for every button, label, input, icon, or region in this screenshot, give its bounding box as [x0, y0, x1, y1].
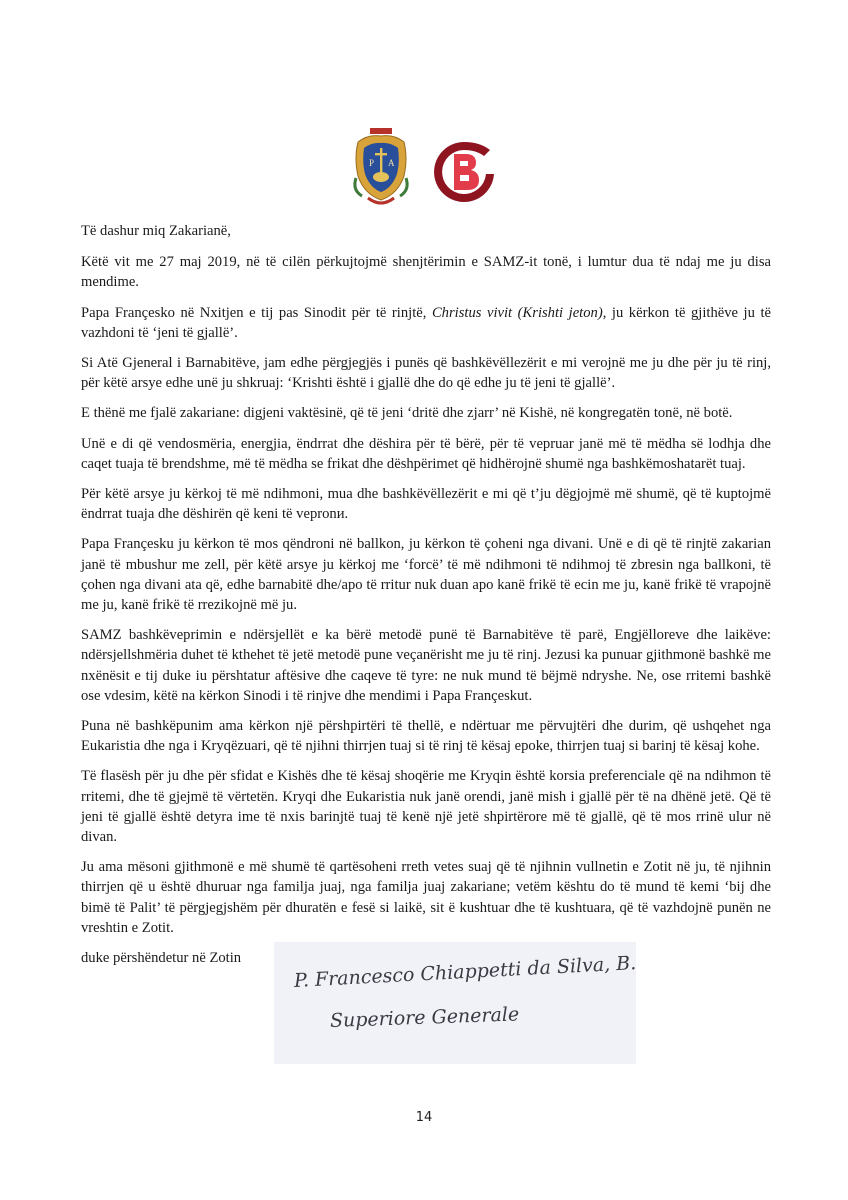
paragraph-christus-vivit	[81, 303, 771, 343]
barnabite-crest-icon	[350, 128, 412, 208]
paragraph: Si Atë Gjeneral i Barnabitëve, jam edhe përgjegjës i punës që bashkëvëllezërit e mi verojnë me ju dhe për ju të rinj, për këtë arsye edhe unë ju shkruaj: ‘Krishti është i gjallë dhe do që edhe ju të jeni të gjallë’.	[81, 355, 771, 392]
paragraph: Për këtë arsye ju kërkoj të më ndihmoni, mua dhe bashkëvëllezërit e mi që t’ju dëgjojmë më shumë, që të kuptojmë ëndrrat tuaja dhe dëshirën që keni të vepronи.	[81, 486, 771, 523]
document-title-italic: Christus vivit (Krishti jeton)	[431, 304, 603, 321]
paragraph: SAMZ bashkëveprimin e ndërsjellët e ka bërë metodë punë të Barnabitëve të parë, Engjëlloreve dhe laikëve: ndërsjellshmëria duhet të kthehet të jetë metodë pune veçanërisht me ju të rinj. Jezusi ka punuar gjithmonë bashkë me nxënësit e tij duke iu përshtatur aftësive dhe caqeve të tyre: ne nuk mund të bëjmë ndryshe. Ne, ose rritemi bashkë ose vdesim, këtë na kërkon Sinodi i të rinjve dhe mendimi i Papa Françeskut.	[81, 627, 771, 704]
paragraph-text: Papa Françesko në Nxitjen e tij pas Sinodit për të rinjtë,	[81, 304, 432, 321]
page-number: 14	[415, 1110, 433, 1125]
paragraph: Papa Françesku ju kërkon të mos qëndroni në ballkon, ju kërkon të çoheni nga divani. Unë e di që të rinjtë zakarian janë të mbushur me zell, për këtë arsye ju kërkoj me ‘forcë’ të më ndihmoni të ndihmoj të zbresin nga ballkoni, të çohen nga divani ata që, edhe barnabitë dhe/apo të rritur nuk duan apo kanë frikë të ecin me ju, kanë frikë të vrapojnë me ju, kanë frikë të rrezikojnë më ju.	[81, 536, 771, 614]
signature-name: P. Francesco Chiappetti da Silva, B.	[293, 952, 637, 992]
letter-greeting: Të dashur miq Zakarianë,	[81, 223, 231, 239]
crest-letter-a: A	[388, 158, 395, 168]
letter-closing: duke përshëndetur në Zotin	[81, 950, 242, 967]
paragraph-text: , ju kërkon të gjithëve ju të vazhdoni të ‘jeni të gjallë’.	[81, 304, 772, 341]
signature-image	[274, 942, 636, 1064]
paragraph: Unë e di që vendosmëria, energjia, ëndrrat dhe dëshira për të bërë, për të vepruar janë më të mëdha së lodhja dhe caqet tuaja të brendshme, më të mëdha se frikat dhe dëshpërimet që hidhërojnë shumë nga bashkëmoshatarët tuaj.	[81, 435, 771, 472]
paragraph: E thënë me fjalë zakariane: digjeni vaktësinë, që të jeni ‘dritë dhe zjarr’ në Kishë, në kongregatën tonë, në botë.	[81, 405, 733, 422]
paragraph: Këtë vit me 27 maj 2019, në të cilën përkujtojmë shenjtërimin e SAMZ-it tonë, i lumtur dua të ndaj me ju disa mendime.	[81, 254, 771, 291]
signature-title: Superiore Generale	[329, 1003, 520, 1032]
paragraph: Ju ama mësoni gjithmonë e më shumë të qartësoheni rreth vetes suaj që të njihnin vullnetin e Zotit në ju, të njihnin thirrjen që u është dhuruar nga familja juaj, nga familja juaj zakariane; vetëm kështu do të mund të kemi ‘bij dhe bimë të Palit’ të përgjegjshëm për dhuratën e fesë si laikë, sit ë kushtuar dhe të kushtuara, që të vazhdojnë punën ne vreshtin e Zotit.	[81, 859, 771, 936]
paragraph: Puna në bashkëpunim ama kërkon një përshpirtëri të thellë, e ndërtuar me përvujtëri dhe durim, që ushqehet nga Eukaristia dhe nga i Kryqëzuari, që të njihni thirrjen tuaj si të rinj të kësaj epoke, thirrjen tuaj si barinj të kësaj kohe.	[81, 718, 771, 755]
logo-header	[0, 128, 848, 210]
crest-letter-p: P	[369, 158, 375, 168]
b-logo-letter: B	[426, 138, 427, 139]
paragraph: Të flasësh për ju dhe për sfidat e Kishës dhe të kësaj shoqërie me Kryqin është korsia preferenciale që na ndihmon të rritemi, dhe të gjejmë të vërtetën. Kryqi dhe Eukaristia nuk janë orendi, janë mish i gjallë për të na dhënë jetë. Që të jeni të gjallë është detyra ime të nxis barinjtë tuaj të kenë një jetë shpirtërore më të gjallë, që të mos rrinë ulur në divan.	[81, 768, 771, 846]
b-logo-icon	[426, 138, 502, 204]
letter-body	[81, 221, 771, 978]
